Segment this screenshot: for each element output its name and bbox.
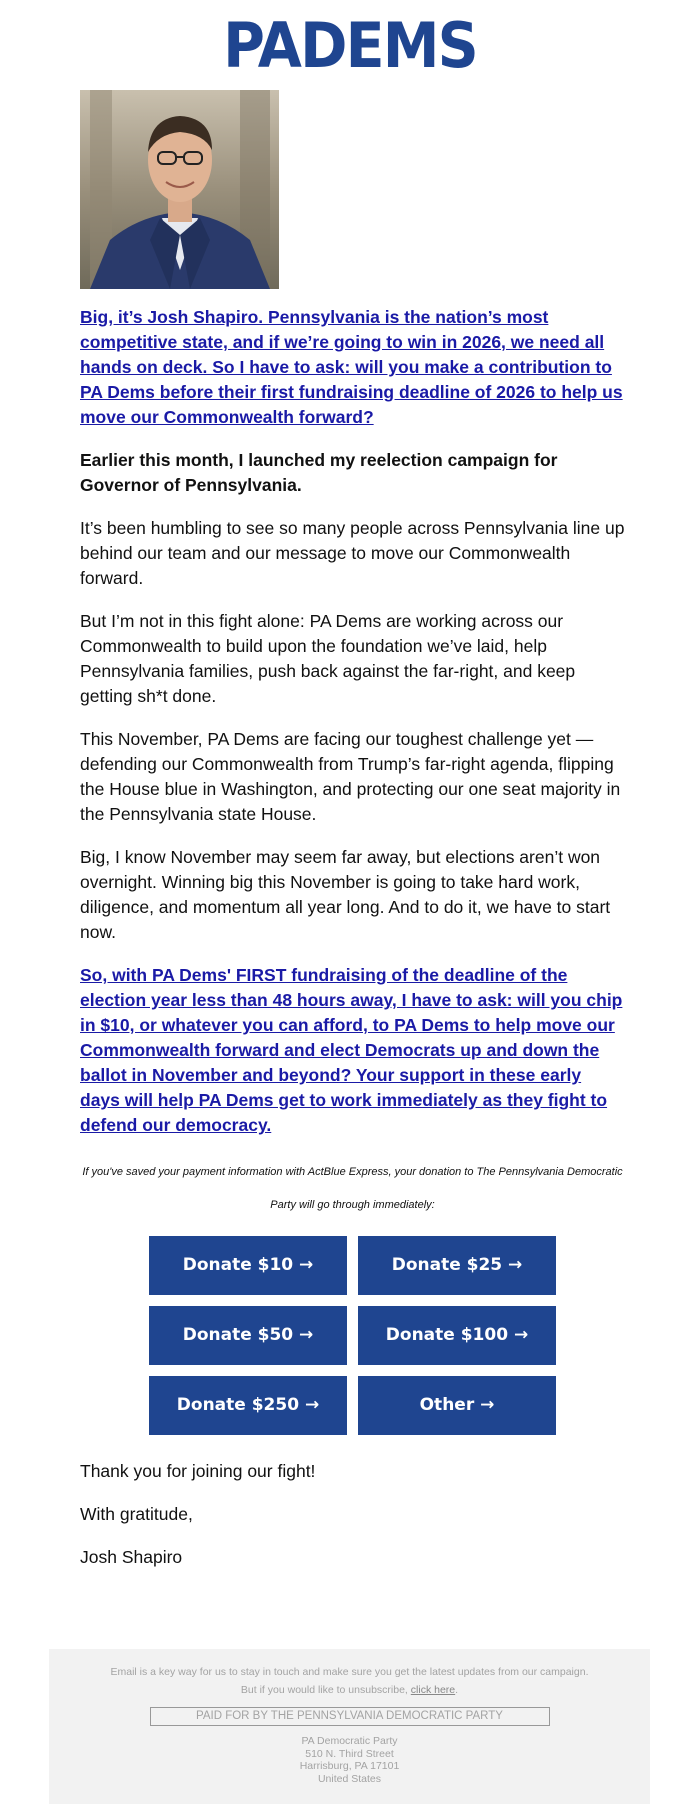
- unsubscribe-link[interactable]: click here: [410, 1684, 456, 1696]
- footer-email-note: Email is a key way for us to stay in touch and make sure you get the latest updates from our campaign.: [110, 1666, 589, 1678]
- donate-button-grid: [80, 1236, 625, 1435]
- donate-10-button[interactable]: Donate $10 →: [149, 1236, 347, 1295]
- portrait-image: [80, 90, 279, 289]
- address-line: Harrisburg, PA 17101: [299, 1760, 400, 1772]
- signature: Josh Shapiro: [80, 1547, 183, 1567]
- donate-other-button[interactable]: Other →: [358, 1376, 556, 1435]
- josh-shapiro-photo: [80, 90, 279, 289]
- lead-donate-link[interactable]: Big, it’s Josh Shapiro. Pennsylvania is the nation’s most competitive state, and if we’re going to win in 2026, we need all hands on deck. So I have to ask: will you make a contribution to PA Dems before their first fundraising deadline of 2026 to help us move our Commonwealth forward?: [80, 307, 623, 427]
- address-line: United States: [317, 1772, 382, 1785]
- address-line: PA Democratic Party: [301, 1735, 398, 1747]
- address-line: 510 N. Third Street: [305, 1747, 394, 1760]
- body-paragraph-2: It’s been humbling to see so many people across Pennsylvania line up behind our team and our message to move our Commonwealth forward.: [80, 518, 625, 588]
- body-paragraph-5: Big, I know November may seem far away, but elections aren’t won overnight. Winning big this November is going to take hard work, diligence, and momentum all year long. And to do it, we have to start now.: [80, 847, 611, 942]
- body-paragraph-3: But I’m not in this fight alone: PA Dems are working across our Commonwealth to build upon the foundation we’ve laid, help Pennsylvania families, push back against the far-right, and keep getting sh*t done.: [80, 611, 576, 706]
- email-footer: [49, 1649, 650, 1804]
- footer-unsubscribe-text: But if you would like to unsubscribe,: [240, 1684, 408, 1696]
- footer-unsubscribe-line: [49, 1681, 650, 1699]
- body-paragraph-4: This November, PA Dems are facing our toughest challenge yet — defending our Commonwealth from Trump’s far-right agenda, flipping the House blue in Washington, and protecting our one seat majority in the Pennsylvania state House.: [80, 729, 621, 824]
- donate-50-button[interactable]: Donate $50 →: [149, 1306, 347, 1365]
- footer-period: .: [455, 1684, 459, 1696]
- paid-for-disclaimer: PAID FOR BY THE PENNSYLVANIA DEMOCRATIC PARTY: [150, 1707, 550, 1726]
- pa-dems-logo[interactable]: PADEMS: [223, 9, 477, 82]
- mailing-address: [49, 1735, 650, 1785]
- ask-donate-link[interactable]: So, with PA Dems' FIRST fundraising of the deadline of the election year less than 48 hours away, I have to ask: will you chip in $10, or whatever you can afford, to PA Dems to help move our Commonwealth forward and elect Democrats up and down the ballot in November and beyond? Your support in these early days will help PA Dems get to work immediately as they fight to defend our democracy.: [80, 965, 623, 1135]
- email-body: [80, 305, 625, 1588]
- closing-thanks: Thank you for joining our fight!: [80, 1461, 316, 1481]
- donate-25-button[interactable]: Donate $25 →: [358, 1236, 556, 1295]
- actblue-note: If you've saved your payment information with ActBlue Express, your donation to The Pennsylvania Democratic Party will go through immediately:: [82, 1166, 623, 1211]
- donate-100-button[interactable]: Donate $100 →: [358, 1306, 556, 1365]
- closing-gratitude: With gratitude,: [80, 1504, 193, 1524]
- intro-paragraph: Earlier this month, I launched my reelection campaign for Governor of Pennsylvania.: [80, 450, 558, 495]
- donate-250-button[interactable]: Donate $250 →: [149, 1376, 347, 1435]
